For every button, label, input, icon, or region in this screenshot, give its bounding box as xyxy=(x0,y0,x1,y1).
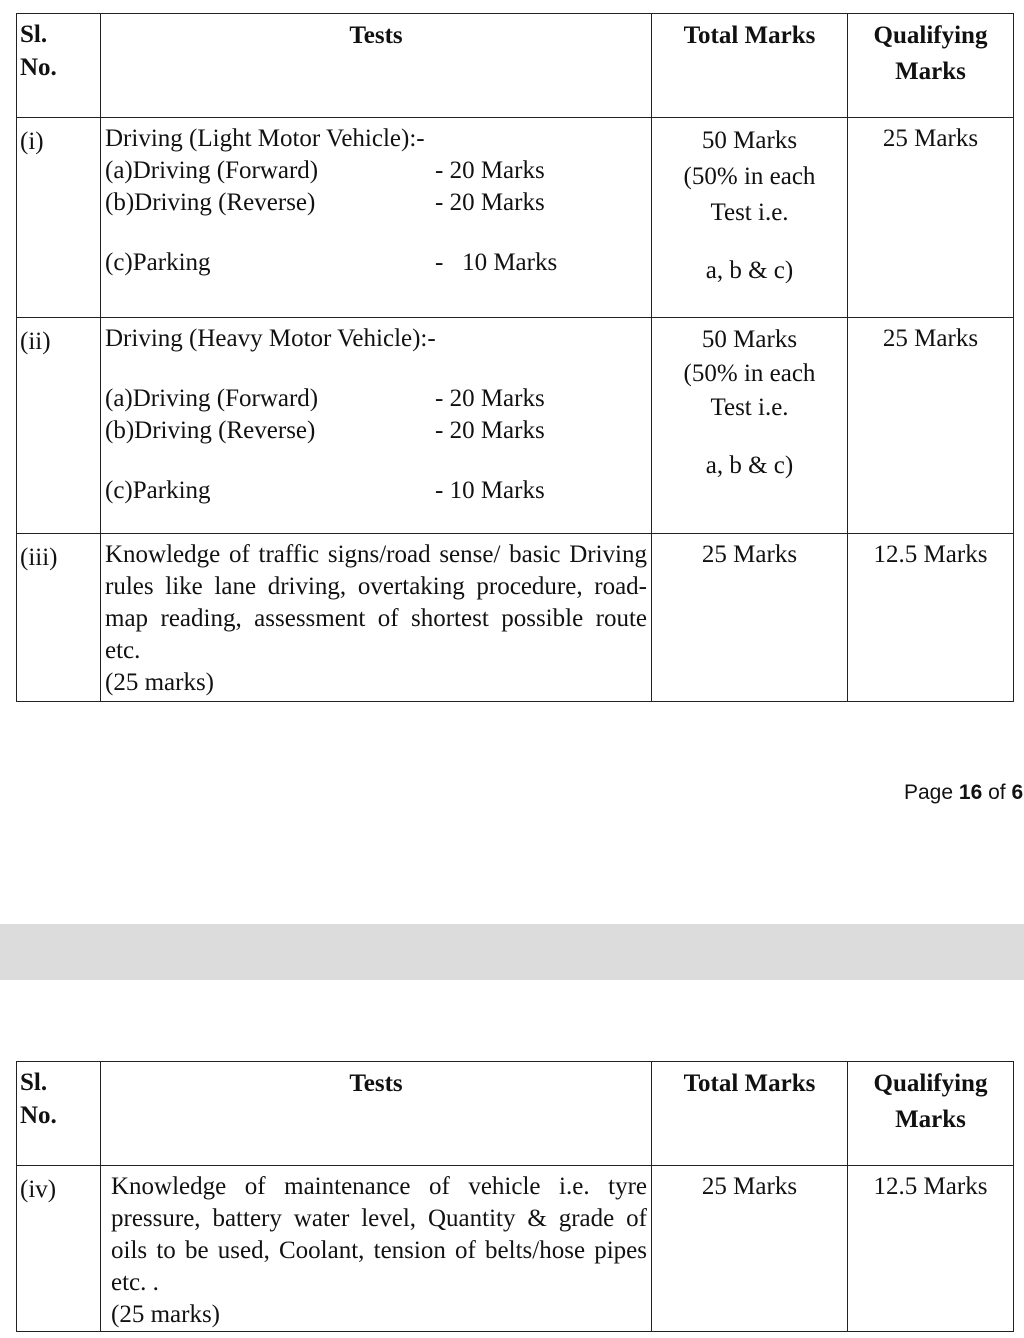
row-total-marks: 25 Marks xyxy=(652,1166,848,1332)
row-qualifying-marks: 12.5 Marks xyxy=(848,534,1014,702)
test-description: Knowledge of maintenance of vehicle i.e. tyre pressure, battery water level, Quantity & grade of oils to be used, Coolant, tension of belts/hose pipes etc. . xyxy=(111,1173,647,1296)
table-row xyxy=(17,1166,1014,1332)
table-header-row xyxy=(17,1062,1014,1166)
row-tests xyxy=(101,118,652,318)
row-qualifying-marks: 12.5 Marks xyxy=(848,1166,1014,1332)
header-qualifying-marks: Qualifying Marks xyxy=(848,14,1014,118)
row-sl-no: (iii) xyxy=(17,534,101,702)
marks-note: (25 marks) xyxy=(111,1301,220,1328)
sub-test-item: (c)Parking - 10 Marks xyxy=(105,249,558,276)
sub-test-item: (a)Driving (Forward) - 20 Marks xyxy=(105,385,545,412)
row-tests xyxy=(101,534,652,702)
table-header-row xyxy=(17,14,1014,118)
header-total-marks: Total Marks xyxy=(652,1062,848,1166)
header-total-marks: Total Marks xyxy=(652,14,848,118)
marks-note: (25 marks) xyxy=(105,669,214,696)
page-separator xyxy=(0,924,1024,980)
header-sl-no: Sl. No. xyxy=(17,14,101,118)
header-tests: Tests xyxy=(101,14,652,118)
table-row xyxy=(17,118,1014,318)
row-tests xyxy=(101,318,652,534)
row-total-marks: 25 Marks xyxy=(652,534,848,702)
marks-table-1 xyxy=(16,13,1014,702)
marks-table-2 xyxy=(16,1061,1014,1332)
header-sl-no: Sl. No. xyxy=(17,1062,101,1166)
test-description: Knowledge of traffic signs/road sense/ basic Driving rules like lane driving, overtaking procedure, road-map reading, assessment of shortest possible route etc. xyxy=(105,541,647,664)
sub-test-item: (a)Driving (Forward) - 20 Marks xyxy=(105,157,545,184)
sub-test-item: (c)Parking - 10 Marks xyxy=(105,477,545,504)
row-sl-no: (i) xyxy=(17,118,101,318)
sub-test-item: (b)Driving (Reverse) - 20 Marks xyxy=(105,189,545,216)
row-sl-no: (iv) xyxy=(17,1166,101,1332)
sub-test-item: (b)Driving (Reverse) - 20 Marks xyxy=(105,417,545,444)
table-row xyxy=(17,534,1014,702)
row-total-marks: 50 Marks (50% in each Test i.e. a, b & c) xyxy=(652,118,848,318)
page-number: Page 16 of 6 xyxy=(904,781,1024,804)
row-qualifying-marks: 25 Marks xyxy=(848,118,1014,318)
row-sl-no: (ii) xyxy=(17,318,101,534)
table-row xyxy=(17,318,1014,534)
row-qualifying-marks: 25 Marks xyxy=(848,318,1014,534)
test-title: Driving (Light Motor Vehicle):- xyxy=(105,125,425,152)
header-qualifying-marks: Qualifying Marks xyxy=(848,1062,1014,1166)
row-tests xyxy=(101,1166,652,1332)
test-title: Driving (Heavy Motor Vehicle):- xyxy=(105,325,436,352)
header-tests: Tests xyxy=(101,1062,652,1166)
row-total-marks: 50 Marks (50% in each Test i.e. a, b & c) xyxy=(652,318,848,534)
